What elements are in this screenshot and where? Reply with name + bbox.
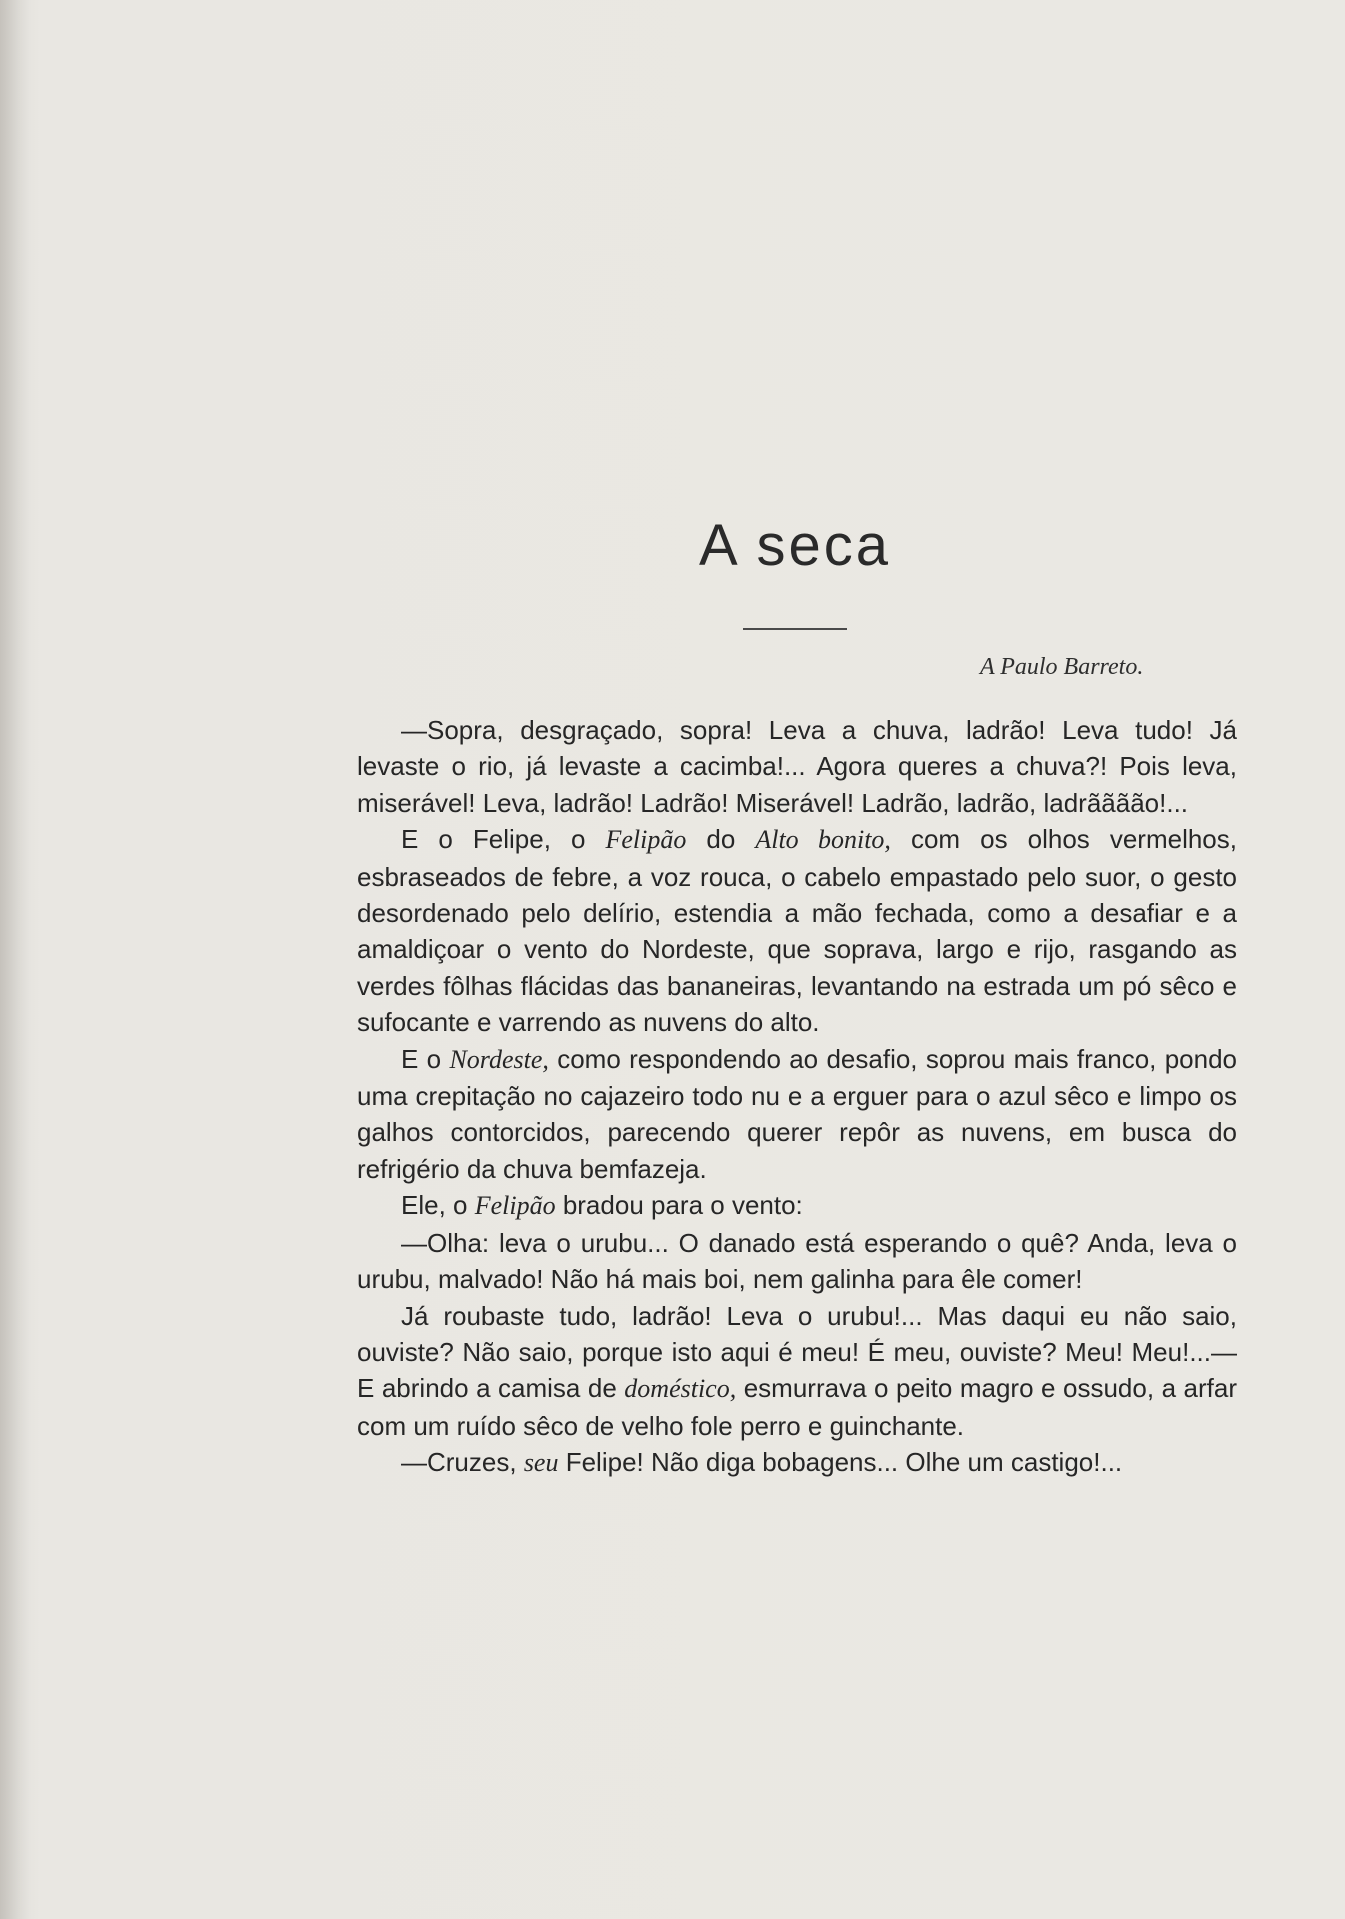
paragraph-text: com os olhos vermelhos, esbraseados de febre, a voz rouca, o cabelo empastado pelo suor, o gesto desordenado pelo delírio, estendia a mão fechada, como a desafiar e a amaldiçoar o vento do Nordeste, que soprava, largo e rijo, rasgando as verdes fôlhas flácidas das bananeiras, levantando na estrada um pó sêco e sufocante e varrendo as nuvens do alto. (357, 824, 1237, 1038)
paragraph-1 (357, 712, 1237, 821)
chapter-body (357, 712, 1237, 1482)
paragraph-3 (357, 1041, 1237, 1188)
paragraph-text: Ele, o (401, 1190, 475, 1221)
italic-place-alto-bonito: Alto bonito, (755, 825, 891, 855)
paragraph-4 (357, 1187, 1237, 1224)
page-gutter-shadow (0, 0, 30, 1919)
chapter-title: A seca (698, 513, 892, 578)
paragraph-text: E o Felipe, o (401, 824, 606, 855)
title-divider (743, 628, 847, 630)
paragraph-text: Já roubaste tudo, ladrão! Leva o urubu!... Mas daqui eu não saio, ouviste? Não saio, porque isto aqui é meu! É meu, ouviste? Meu! Meu!...—E abrindo a camisa de (357, 1300, 1237, 1404)
italic-word-domestico: doméstico, (624, 1374, 737, 1404)
italic-name-felipao: Felipão (605, 825, 687, 855)
paragraph-text: do (686, 824, 756, 855)
paragraph-6 (357, 1298, 1237, 1445)
dedication: A Paulo Barreto. (980, 654, 1144, 680)
paragraph-text: esmurrava o peito magro e ossudo, a arfar com um ruído sêco de velho fole perro e guinchante. (357, 1373, 1237, 1441)
paragraph-text: Felipe! Não diga bobagens... Olhe um castigo!... (558, 1447, 1123, 1478)
italic-word-nordeste: Nordeste, (449, 1044, 549, 1074)
paragraph-text: bradou para o vento: (555, 1190, 803, 1221)
italic-name-felipao: Felipão (474, 1191, 556, 1221)
paragraph-2 (357, 821, 1237, 1040)
paragraph-text: E o (401, 1043, 450, 1074)
paragraph-text: como respondendo ao desafio, soprou mais franco, pondo uma crepitação no cajazeiro todo nu e a erguer para o azul sêco e limpo os galhos contorcidos, parecendo querer repôr as nuvens, em busca do refrigério da chuva bemfazeja. (357, 1043, 1238, 1184)
paragraph-5 (357, 1225, 1237, 1298)
paragraph-text: —Sopra, desgraçado, sopra! Leva a chuva, ladrão! Leva tudo! Já levaste o rio, já levaste a cacimba!... Agora queres a chuva?! Pois leva, miserável! Leva, ladrão! Ladrão! Miserável! Ladrão, ladrão, ladrãããão!... (357, 715, 1237, 818)
paragraph-text: —Olha: leva o urubu... O danado está esperando o quê? Anda, leva o urubu, malvado! Não há mais boi, nem galinha para êle comer! (357, 1227, 1237, 1295)
paragraph-text: —Cruzes, (401, 1447, 524, 1478)
italic-word-seu: seu (523, 1448, 559, 1478)
paragraph-7 (357, 1444, 1237, 1481)
